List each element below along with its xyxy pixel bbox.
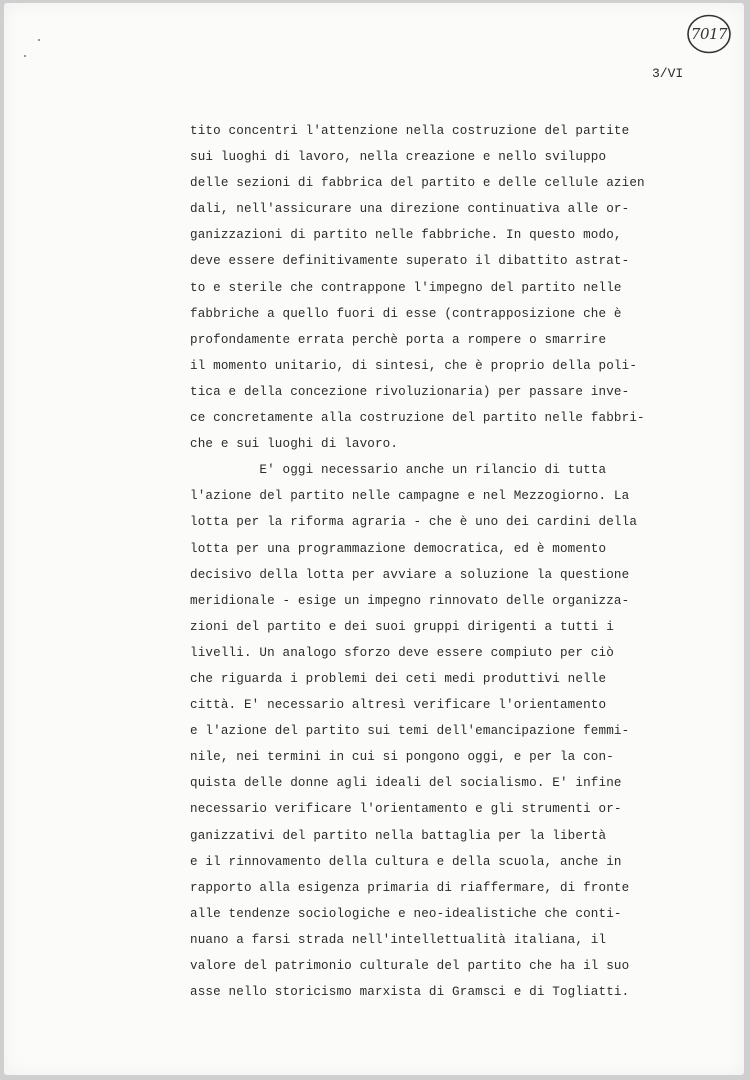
paragraph-1 (190, 118, 730, 457)
text-line: nile, nei termini in cui si pongono oggi, e per la con- (190, 750, 614, 765)
document-body (190, 118, 730, 1005)
text-line: to e sterile che contrappone l'impegno del partito nelle (190, 280, 622, 295)
text-line: quista delle donne agli ideali del socialismo. E' infine (190, 776, 622, 791)
text-line: l'azione del partito nelle campagne e nel Mezzogiorno. La (190, 489, 630, 504)
text-line: e l'azione del partito sui temi dell'emancipazione femmi- (190, 724, 630, 739)
paper-speck (24, 55, 26, 57)
text-line: dali, nell'assicurare una direzione continuativa alle or- (190, 202, 630, 217)
text-line: meridionale - esige un impegno rinnovato delle organizza- (190, 593, 630, 608)
text-line: lotta per la riforma agraria - che è uno dei cardini della (190, 515, 638, 530)
text-line: tica e della concezione rivoluzionaria) per passare inve- (190, 384, 630, 399)
text-line: lotta per una programmazione democratica, ed è momento (190, 541, 607, 556)
text-line: asse nello storicismo marxista di Gramsci e di Togliatti. (190, 985, 630, 1000)
text-line: alle tendenze sociologiche e neo-idealistiche che conti- (190, 906, 622, 921)
text-line: deve essere definitivamente superato il dibattito astrat- (190, 254, 630, 269)
text-line: nuano a farsi strada nell'intellettualità italiana, il (190, 932, 607, 947)
text-line: profondamente errata perchè porta a rompere o smarrire (190, 332, 607, 347)
text-line: decisivo della lotta per avviare a soluzione la questione (190, 567, 630, 582)
text-line: E' oggi necessario anche un rilancio di tutta (190, 463, 607, 478)
text-line: e il rinnovamento della cultura e della scuola, anche in (190, 854, 622, 869)
text-line: che e sui luoghi di lavoro. (190, 437, 399, 452)
archive-stamp (686, 13, 732, 55)
text-line: ganizzativi del partito nella battaglia per la libertà (190, 828, 607, 843)
paper-speck (38, 39, 40, 41)
text-line: zioni del partito e dei suoi gruppi dirigenti a tutti i (190, 619, 614, 634)
text-line: città. E' necessario altresì verificare l'orientamento (190, 698, 607, 713)
text-line: ce concretamente alla costruzione del partito nelle fabbri- (190, 411, 645, 426)
text-line: che riguarda i problemi dei ceti medi produttivi nelle (190, 671, 607, 686)
text-line: fabbriche a quello fuori di esse (contrapposizione che è (190, 306, 622, 321)
text-line: necessario verificare l'orientamento e gli strumenti or- (190, 802, 622, 817)
text-line: valore del patrimonio culturale del partito che ha il suo (190, 959, 630, 973)
text-line: livelli. Un analogo sforzo deve essere compiuto per ciò (190, 645, 614, 660)
text-line: tito concentri l'attenzione nella costruzione del partite (190, 124, 630, 138)
paragraph-2 (190, 457, 730, 1005)
page-number: 3/VI (652, 66, 684, 81)
text-line: rapporto alla esigenza primaria di riaffermare, di fronte (190, 880, 630, 895)
text-line: il momento unitario, di sintesi, che è proprio della poli- (190, 358, 638, 373)
text-line: sui luoghi di lavoro, nella creazione e nello sviluppo (190, 150, 607, 165)
stamp-number: 7017 (690, 25, 728, 43)
text-line: delle sezioni di fabbrica del partito e delle cellule azien (190, 176, 645, 191)
text-line: ganizzazioni di partito nelle fabbriche. In questo modo, (190, 228, 622, 243)
